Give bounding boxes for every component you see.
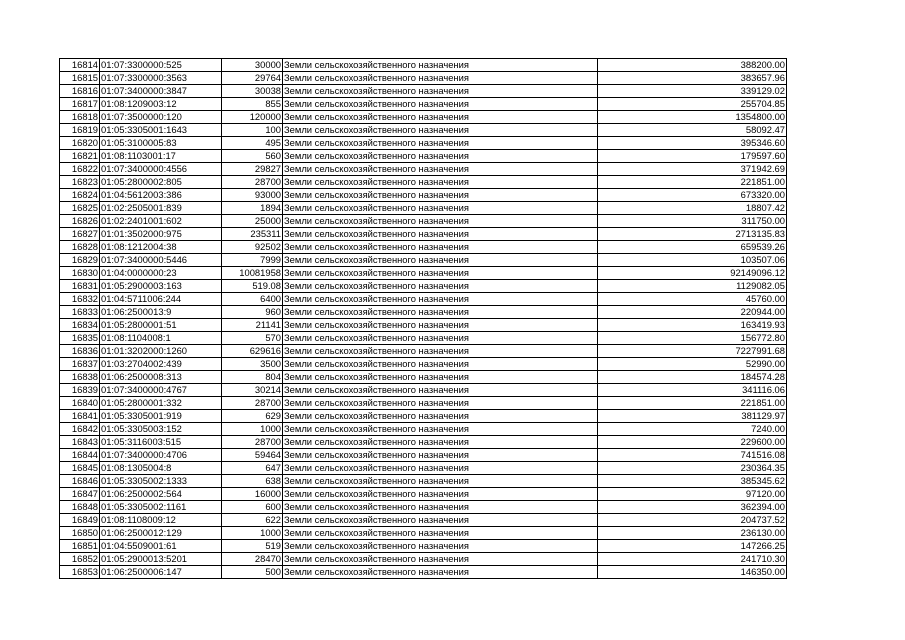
row-number-cell: 16844 [60, 449, 100, 462]
cadastral-number-cell: 01:06:2500002:564 [100, 488, 222, 501]
area-value-cell: 10081958 [222, 267, 283, 280]
cadastral-number-cell: 01:05:2900003:163 [100, 280, 222, 293]
land-category-cell: Земли сельскохозяйственного назначения [283, 319, 598, 332]
row-number-cell: 16841 [60, 410, 100, 423]
cadastral-number-cell: 01:04:5509001:61 [100, 540, 222, 553]
table-row [60, 384, 787, 397]
row-number-cell: 16848 [60, 501, 100, 514]
cadastral-number-cell: 01:05:3305001:1643 [100, 124, 222, 137]
area-value-cell: 560 [222, 150, 283, 163]
cadastral-number-cell: 01:05:2800001:332 [100, 397, 222, 410]
land-category-cell: Земли сельскохозяйственного назначения [283, 358, 598, 371]
land-category-cell: Земли сельскохозяйственного назначения [283, 137, 598, 150]
cadastral-number-cell: 01:07:3400000:4556 [100, 163, 222, 176]
land-category-cell: Земли сельскохозяйственного назначения [283, 150, 598, 163]
area-value-cell: 519 [222, 540, 283, 553]
land-category-cell: Земли сельскохозяйственного назначения [283, 345, 598, 358]
row-number-cell: 16835 [60, 332, 100, 345]
land-category-cell: Земли сельскохозяйственного назначения [283, 176, 598, 189]
area-value-cell: 960 [222, 306, 283, 319]
cadastral-value-cell: 7240.00 [598, 423, 787, 436]
area-value-cell: 25000 [222, 215, 283, 228]
table-row [60, 254, 787, 267]
table-row [60, 410, 787, 423]
cadastral-value-cell: 184574.28 [598, 371, 787, 384]
area-value-cell: 647 [222, 462, 283, 475]
cadastral-number-cell: 01:06:2500006:147 [100, 566, 222, 579]
land-category-cell: Земли сельскохозяйственного назначения [283, 228, 598, 241]
row-number-cell: 16850 [60, 527, 100, 540]
table-row [60, 124, 787, 137]
row-number-cell: 16815 [60, 72, 100, 85]
table-row [60, 540, 787, 553]
table-row [60, 163, 787, 176]
cadastral-value-cell: 673320.00 [598, 189, 787, 202]
table-row [60, 189, 787, 202]
area-value-cell: 16000 [222, 488, 283, 501]
area-value-cell: 638 [222, 475, 283, 488]
cadastral-number-cell: 01:07:3300000:525 [100, 59, 222, 72]
row-number-cell: 16830 [60, 267, 100, 280]
table-row [60, 514, 787, 527]
area-value-cell: 495 [222, 137, 283, 150]
cadastral-value-cell: 371942.69 [598, 163, 787, 176]
land-category-cell: Земли сельскохозяйственного назначения [283, 111, 598, 124]
area-value-cell: 622 [222, 514, 283, 527]
land-category-cell: Земли сельскохозяйственного назначения [283, 254, 598, 267]
cadastral-value-cell: 311750.00 [598, 215, 787, 228]
land-category-cell: Земли сельскохозяйственного назначения [283, 98, 598, 111]
area-value-cell: 28470 [222, 553, 283, 566]
land-category-cell: Земли сельскохозяйственного назначения [283, 293, 598, 306]
land-category-cell: Земли сельскохозяйственного назначения [283, 397, 598, 410]
area-value-cell: 100 [222, 124, 283, 137]
table-row [60, 72, 787, 85]
table-row [60, 423, 787, 436]
table-row [60, 566, 787, 579]
cadastral-value-cell: 362394.00 [598, 501, 787, 514]
row-number-cell: 16842 [60, 423, 100, 436]
area-value-cell: 629 [222, 410, 283, 423]
area-value-cell: 29764 [222, 72, 283, 85]
table-row [60, 488, 787, 501]
cadastral-value-cell: 383657.96 [598, 72, 787, 85]
area-value-cell: 500 [222, 566, 283, 579]
cadastral-number-cell: 01:07:3300000:3563 [100, 72, 222, 85]
cadastral-number-cell: 01:02:2505001:839 [100, 202, 222, 215]
row-number-cell: 16843 [60, 436, 100, 449]
area-value-cell: 629616 [222, 345, 283, 358]
land-category-cell: Земли сельскохозяйственного назначения [283, 332, 598, 345]
land-category-cell: Земли сельскохозяйственного назначения [283, 241, 598, 254]
area-value-cell: 28700 [222, 176, 283, 189]
area-value-cell: 93000 [222, 189, 283, 202]
area-value-cell: 7999 [222, 254, 283, 267]
row-number-cell: 16833 [60, 306, 100, 319]
cadastral-number-cell: 01:06:2500012:129 [100, 527, 222, 540]
row-number-cell: 16819 [60, 124, 100, 137]
cadastral-number-cell: 01:08:1305004:8 [100, 462, 222, 475]
table-row [60, 176, 787, 189]
land-category-cell: Земли сельскохозяйственного назначения [283, 85, 598, 98]
cadastral-number-cell: 01:08:1108009:12 [100, 514, 222, 527]
table-row [60, 345, 787, 358]
area-value-cell: 30214 [222, 384, 283, 397]
row-number-cell: 16816 [60, 85, 100, 98]
table-row [60, 319, 787, 332]
cadastral-number-cell: 01:01:3202000:1260 [100, 345, 222, 358]
cadastral-value-cell: 236130.00 [598, 527, 787, 540]
table-row [60, 397, 787, 410]
row-number-cell: 16823 [60, 176, 100, 189]
cadastral-number-cell: 01:01:3502000:975 [100, 228, 222, 241]
cadastral-value-cell: 385345.62 [598, 475, 787, 488]
land-category-cell: Земли сельскохозяйственного назначения [283, 72, 598, 85]
cadastral-number-cell: 01:05:2900013:5201 [100, 553, 222, 566]
area-value-cell: 29827 [222, 163, 283, 176]
table-row [60, 85, 787, 98]
land-category-cell: Земли сельскохозяйственного назначения [283, 553, 598, 566]
cadastral-value-cell: 45760.00 [598, 293, 787, 306]
cadastral-value-cell: 220944.00 [598, 306, 787, 319]
table-row [60, 527, 787, 540]
row-number-cell: 16840 [60, 397, 100, 410]
table-row [60, 280, 787, 293]
cadastral-number-cell: 01:06:2500008:313 [100, 371, 222, 384]
land-category-cell: Земли сельскохозяйственного назначения [283, 501, 598, 514]
table-row [60, 241, 787, 254]
cadastral-value-cell: 381129.97 [598, 410, 787, 423]
land-category-cell: Земли сельскохозяйственного назначения [283, 124, 598, 137]
area-value-cell: 855 [222, 98, 283, 111]
cadastral-number-cell: 01:07:3400000:5446 [100, 254, 222, 267]
land-registry-table [59, 58, 787, 579]
row-number-cell: 16832 [60, 293, 100, 306]
cadastral-number-cell: 01:05:3305001:919 [100, 410, 222, 423]
table-row [60, 150, 787, 163]
cadastral-number-cell: 01:04:5612003:386 [100, 189, 222, 202]
land-category-cell: Земли сельскохозяйственного назначения [283, 280, 598, 293]
land-category-cell: Земли сельскохозяйственного назначения [283, 527, 598, 540]
land-category-cell: Земли сельскохозяйственного назначения [283, 449, 598, 462]
table-row [60, 501, 787, 514]
land-category-cell: Земли сельскохозяйственного назначения [283, 163, 598, 176]
cadastral-number-cell: 01:08:1104008:1 [100, 332, 222, 345]
table-row [60, 111, 787, 124]
area-value-cell: 120000 [222, 111, 283, 124]
row-number-cell: 16817 [60, 98, 100, 111]
table-row [60, 371, 787, 384]
land-category-cell: Земли сельскохозяйственного назначения [283, 514, 598, 527]
area-value-cell: 1000 [222, 527, 283, 540]
area-value-cell: 28700 [222, 397, 283, 410]
cadastral-value-cell: 241710.30 [598, 553, 787, 566]
cadastral-value-cell: 1129082.05 [598, 280, 787, 293]
table-row [60, 293, 787, 306]
cadastral-value-cell: 7227991.68 [598, 345, 787, 358]
area-value-cell: 3500 [222, 358, 283, 371]
cadastral-value-cell: 395346.60 [598, 137, 787, 150]
cadastral-value-cell: 18807.42 [598, 202, 787, 215]
table-row [60, 306, 787, 319]
row-number-cell: 16824 [60, 189, 100, 202]
land-category-cell: Земли сельскохозяйственного назначения [283, 202, 598, 215]
table-row [60, 449, 787, 462]
table-row [60, 137, 787, 150]
cadastral-value-cell: 92149096.12 [598, 267, 787, 280]
cadastral-number-cell: 01:07:3400000:4706 [100, 449, 222, 462]
cadastral-value-cell: 147266.25 [598, 540, 787, 553]
land-category-cell: Земли сельскохозяйственного назначения [283, 189, 598, 202]
area-value-cell: 600 [222, 501, 283, 514]
cadastral-number-cell: 01:07:3400000:3847 [100, 85, 222, 98]
row-number-cell: 16849 [60, 514, 100, 527]
row-number-cell: 16822 [60, 163, 100, 176]
land-category-cell: Земли сельскохозяйственного назначения [283, 436, 598, 449]
cadastral-value-cell: 388200.00 [598, 59, 787, 72]
row-number-cell: 16826 [60, 215, 100, 228]
row-number-cell: 16851 [60, 540, 100, 553]
row-number-cell: 16846 [60, 475, 100, 488]
cadastral-number-cell: 01:05:3305002:1161 [100, 501, 222, 514]
row-number-cell: 16821 [60, 150, 100, 163]
row-number-cell: 16837 [60, 358, 100, 371]
cadastral-value-cell: 221851.00 [598, 176, 787, 189]
cadastral-value-cell: 229600.00 [598, 436, 787, 449]
row-number-cell: 16828 [60, 241, 100, 254]
cadastral-value-cell: 179597.60 [598, 150, 787, 163]
land-category-cell: Земли сельскохозяйственного назначения [283, 566, 598, 579]
area-value-cell: 519.08 [222, 280, 283, 293]
row-number-cell: 16818 [60, 111, 100, 124]
row-number-cell: 16847 [60, 488, 100, 501]
land-category-cell: Земли сельскохозяйственного назначения [283, 475, 598, 488]
land-category-cell: Земли сельскохозяйственного назначения [283, 488, 598, 501]
row-number-cell: 16852 [60, 553, 100, 566]
area-value-cell: 28700 [222, 436, 283, 449]
land-category-cell: Земли сельскохозяйственного назначения [283, 423, 598, 436]
cadastral-number-cell: 01:06:2500013:9 [100, 306, 222, 319]
cadastral-number-cell: 01:05:3116003:515 [100, 436, 222, 449]
table-row [60, 332, 787, 345]
row-number-cell: 16820 [60, 137, 100, 150]
cadastral-number-cell: 01:04:5711006:244 [100, 293, 222, 306]
cadastral-value-cell: 221851.00 [598, 397, 787, 410]
cadastral-number-cell: 01:02:2401001:602 [100, 215, 222, 228]
table-row [60, 228, 787, 241]
land-category-cell: Земли сельскохозяйственного назначения [283, 306, 598, 319]
area-value-cell: 30038 [222, 85, 283, 98]
row-number-cell: 16814 [60, 59, 100, 72]
cadastral-value-cell: 341116.06 [598, 384, 787, 397]
row-number-cell: 16845 [60, 462, 100, 475]
table-row [60, 98, 787, 111]
area-value-cell: 1894 [222, 202, 283, 215]
table-row [60, 267, 787, 280]
cadastral-value-cell: 230364.35 [598, 462, 787, 475]
area-value-cell: 570 [222, 332, 283, 345]
table-row [60, 462, 787, 475]
cadastral-value-cell: 103507.06 [598, 254, 787, 267]
cadastral-number-cell: 01:05:2800001:51 [100, 319, 222, 332]
cadastral-value-cell: 97120.00 [598, 488, 787, 501]
cadastral-value-cell: 741516.08 [598, 449, 787, 462]
cadastral-value-cell: 255704.85 [598, 98, 787, 111]
land-category-cell: Земли сельскохозяйственного назначения [283, 371, 598, 384]
row-number-cell: 16827 [60, 228, 100, 241]
land-category-cell: Земли сельскохозяйственного назначения [283, 215, 598, 228]
table-row [60, 553, 787, 566]
land-category-cell: Земли сельскохозяйственного назначения [283, 462, 598, 475]
cadastral-value-cell: 339129.02 [598, 85, 787, 98]
table-row [60, 202, 787, 215]
cadastral-number-cell: 01:05:3305003:152 [100, 423, 222, 436]
area-value-cell: 21141 [222, 319, 283, 332]
land-category-cell: Земли сельскохозяйственного назначения [283, 384, 598, 397]
area-value-cell: 6400 [222, 293, 283, 306]
table-row [60, 358, 787, 371]
cadastral-number-cell: 01:05:2800002:805 [100, 176, 222, 189]
table-row [60, 215, 787, 228]
cadastral-value-cell: 163419.93 [598, 319, 787, 332]
cadastral-number-cell: 01:08:1209003:12 [100, 98, 222, 111]
cadastral-number-cell: 01:07:3400000:4767 [100, 384, 222, 397]
cadastral-number-cell: 01:05:3305002:1333 [100, 475, 222, 488]
land-category-cell: Земли сельскохозяйственного назначения [283, 540, 598, 553]
cadastral-number-cell: 01:08:1103001:17 [100, 150, 222, 163]
land-category-cell: Земли сельскохозяйственного назначения [283, 59, 598, 72]
table-body [60, 59, 787, 579]
cadastral-value-cell: 204737.52 [598, 514, 787, 527]
table-row [60, 436, 787, 449]
cadastral-number-cell: 01:07:3500000:120 [100, 111, 222, 124]
row-number-cell: 16836 [60, 345, 100, 358]
table-row [60, 59, 787, 72]
cadastral-value-cell: 2713135.83 [598, 228, 787, 241]
row-number-cell: 16831 [60, 280, 100, 293]
area-value-cell: 59464 [222, 449, 283, 462]
area-value-cell: 30000 [222, 59, 283, 72]
cadastral-value-cell: 156772.80 [598, 332, 787, 345]
cadastral-value-cell: 1354800.00 [598, 111, 787, 124]
table-row [60, 475, 787, 488]
row-number-cell: 16839 [60, 384, 100, 397]
cadastral-value-cell: 58092.47 [598, 124, 787, 137]
land-category-cell: Земли сельскохозяйственного назначения [283, 410, 598, 423]
row-number-cell: 16829 [60, 254, 100, 267]
row-number-cell: 16834 [60, 319, 100, 332]
row-number-cell: 16838 [60, 371, 100, 384]
cadastral-value-cell: 146350.00 [598, 566, 787, 579]
cadastral-number-cell: 01:08:1212004:38 [100, 241, 222, 254]
area-value-cell: 235311 [222, 228, 283, 241]
cadastral-value-cell: 659539.26 [598, 241, 787, 254]
area-value-cell: 1000 [222, 423, 283, 436]
cadastral-number-cell: 01:04:0000000:23 [100, 267, 222, 280]
area-value-cell: 804 [222, 371, 283, 384]
cadastral-value-cell: 52990.00 [598, 358, 787, 371]
area-value-cell: 92502 [222, 241, 283, 254]
land-category-cell: Земли сельскохозяйственного назначения [283, 267, 598, 280]
cadastral-number-cell: 01:03:2704002:439 [100, 358, 222, 371]
row-number-cell: 16853 [60, 566, 100, 579]
cadastral-number-cell: 01:05:3100005:83 [100, 137, 222, 150]
row-number-cell: 16825 [60, 202, 100, 215]
